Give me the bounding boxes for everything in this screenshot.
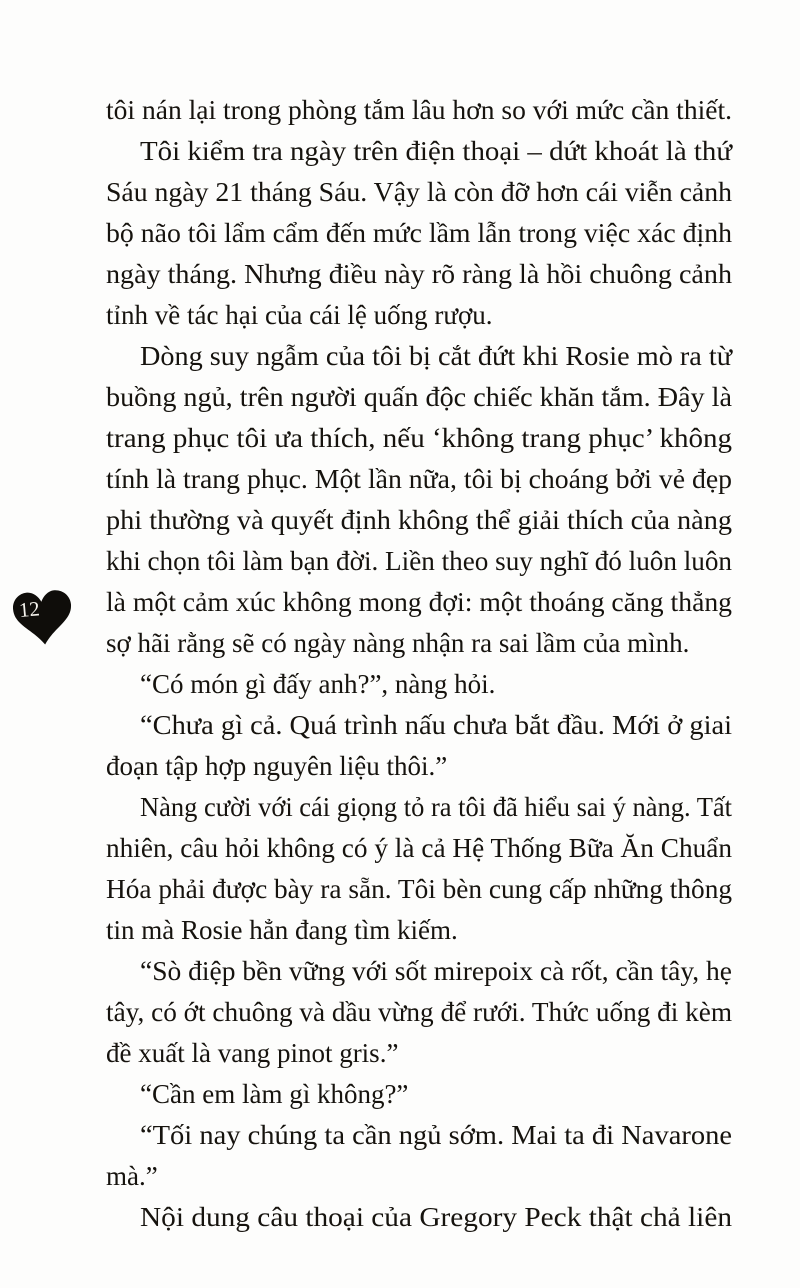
text-line bbox=[106, 992, 732, 1033]
text-line bbox=[106, 664, 732, 705]
text-line-content: tin mà Rosie hẳn đang tìm kiếm. bbox=[106, 915, 458, 945]
paragraph bbox=[106, 1074, 732, 1115]
text-line-content: Nàng cười với cái giọng tỏ ra tôi đã hiểu sai ý nàng. Tất bbox=[140, 792, 732, 822]
text-line bbox=[106, 500, 732, 541]
paragraph bbox=[106, 664, 732, 705]
text-line-content: Sáu ngày 21 tháng Sáu. Vậy là còn đỡ hơn cái viễn cảnh bbox=[106, 177, 732, 207]
paragraph bbox=[106, 951, 732, 1074]
text-line-content: tây, có ớt chuông và dầu vừng để rưới. Thức uống đi kèm bbox=[106, 997, 732, 1027]
text-line-content: là một cảm xúc không mong đợi: một thoáng căng thẳng bbox=[106, 587, 732, 617]
text-line-content: đoạn tập hợp nguyên liệu thôi.” bbox=[106, 751, 448, 781]
text-line bbox=[106, 377, 732, 418]
heart-icon bbox=[10, 583, 76, 654]
text-line bbox=[106, 951, 732, 992]
text-line bbox=[106, 623, 732, 664]
text-line bbox=[106, 336, 732, 377]
page-marker bbox=[10, 583, 76, 654]
text-line bbox=[106, 541, 732, 582]
text-line-content: “Tối nay chúng ta cần ngủ sớm. Mai ta đi Navarone bbox=[140, 1120, 732, 1150]
text-line-content: tính là trang phục. Một lần nữa, tôi bị choáng bởi vẻ đẹp bbox=[106, 464, 732, 494]
page-text bbox=[106, 90, 732, 1238]
text-line-content: phi thường và quyết định không thể giải thích của nàng bbox=[106, 505, 732, 535]
text-line bbox=[106, 131, 732, 172]
text-line-content: “Chưa gì cả. Quá trình nấu chưa bắt đầu. Mới ở giai bbox=[140, 710, 732, 740]
text-line-content: mà.” bbox=[106, 1161, 158, 1191]
text-line-content: Hóa phải được bày ra sẵn. Tôi bèn cung cấp những thông bbox=[106, 874, 732, 904]
text-line bbox=[106, 295, 732, 336]
paragraph bbox=[106, 336, 732, 664]
text-line-content: Tôi kiểm tra ngày trên điện thoại – dứt khoát là thứ bbox=[140, 136, 732, 166]
text-line-content: buồng ngủ, trên người quấn độc chiếc khăn tắm. Đây là bbox=[106, 382, 732, 412]
text-line-content: bộ não tôi lẩm cẩm đến mức lầm lẫn trong việc xác định bbox=[106, 218, 732, 248]
text-line-content: “Cần em làm gì không?” bbox=[140, 1079, 409, 1109]
paragraph bbox=[106, 90, 732, 131]
text-line bbox=[106, 1074, 732, 1115]
text-line-content: Dòng suy ngẫm của tôi bị cắt đứt khi Rosie mò ra từ bbox=[140, 341, 732, 371]
text-line-content: nhiên, câu hỏi không có ý là cả Hệ Thống Bữa Ăn Chuẩn bbox=[106, 833, 732, 863]
text-line-content: “Sò điệp bền vững với sốt mirepoix cà rốt, cần tây, hẹ bbox=[140, 956, 732, 986]
paragraph bbox=[106, 787, 732, 951]
text-line bbox=[106, 869, 732, 910]
text-line bbox=[106, 1156, 732, 1197]
text-line bbox=[106, 705, 732, 746]
text-line bbox=[106, 746, 732, 787]
text-line bbox=[106, 254, 732, 295]
text-line bbox=[106, 213, 732, 254]
text-line bbox=[106, 418, 732, 459]
text-line bbox=[106, 459, 732, 500]
paragraph bbox=[106, 705, 732, 787]
page-number: 12 bbox=[18, 598, 41, 623]
text-line-content: khi chọn tôi làm bạn đời. Liền theo suy nghĩ đó luôn luôn bbox=[106, 546, 732, 576]
paragraph bbox=[106, 131, 732, 336]
text-line-content: trang phục tôi ưa thích, nếu ‘không trang phục’ không bbox=[106, 423, 732, 453]
text-line bbox=[106, 90, 732, 131]
text-line-content: sợ hãi rằng sẽ có ngày nàng nhận ra sai lầm của mình. bbox=[106, 628, 690, 658]
text-line-content: đề xuất là vang pinot gris.” bbox=[106, 1038, 399, 1068]
text-line-content: Nội dung câu thoại của Gregory Peck thật chả liên bbox=[140, 1202, 732, 1232]
text-line bbox=[106, 910, 732, 951]
text-line bbox=[106, 172, 732, 213]
text-line-content: “Có món gì đấy anh?”, nàng hỏi. bbox=[140, 669, 496, 699]
text-line bbox=[106, 787, 732, 828]
paragraph bbox=[106, 1197, 732, 1238]
text-line-content: tôi nán lại trong phòng tắm lâu hơn so với mức cần thiết. bbox=[106, 95, 732, 125]
text-line-content: tỉnh về tác hại của cái lệ uống rượu. bbox=[106, 300, 493, 330]
text-line-content: ngày tháng. Nhưng điều này rõ ràng là hồi chuông cảnh bbox=[106, 259, 732, 289]
text-line bbox=[106, 1033, 732, 1074]
text-line bbox=[106, 582, 732, 623]
text-line bbox=[106, 828, 732, 869]
paragraph bbox=[106, 1115, 732, 1197]
text-line bbox=[106, 1115, 732, 1156]
text-line bbox=[106, 1197, 732, 1238]
